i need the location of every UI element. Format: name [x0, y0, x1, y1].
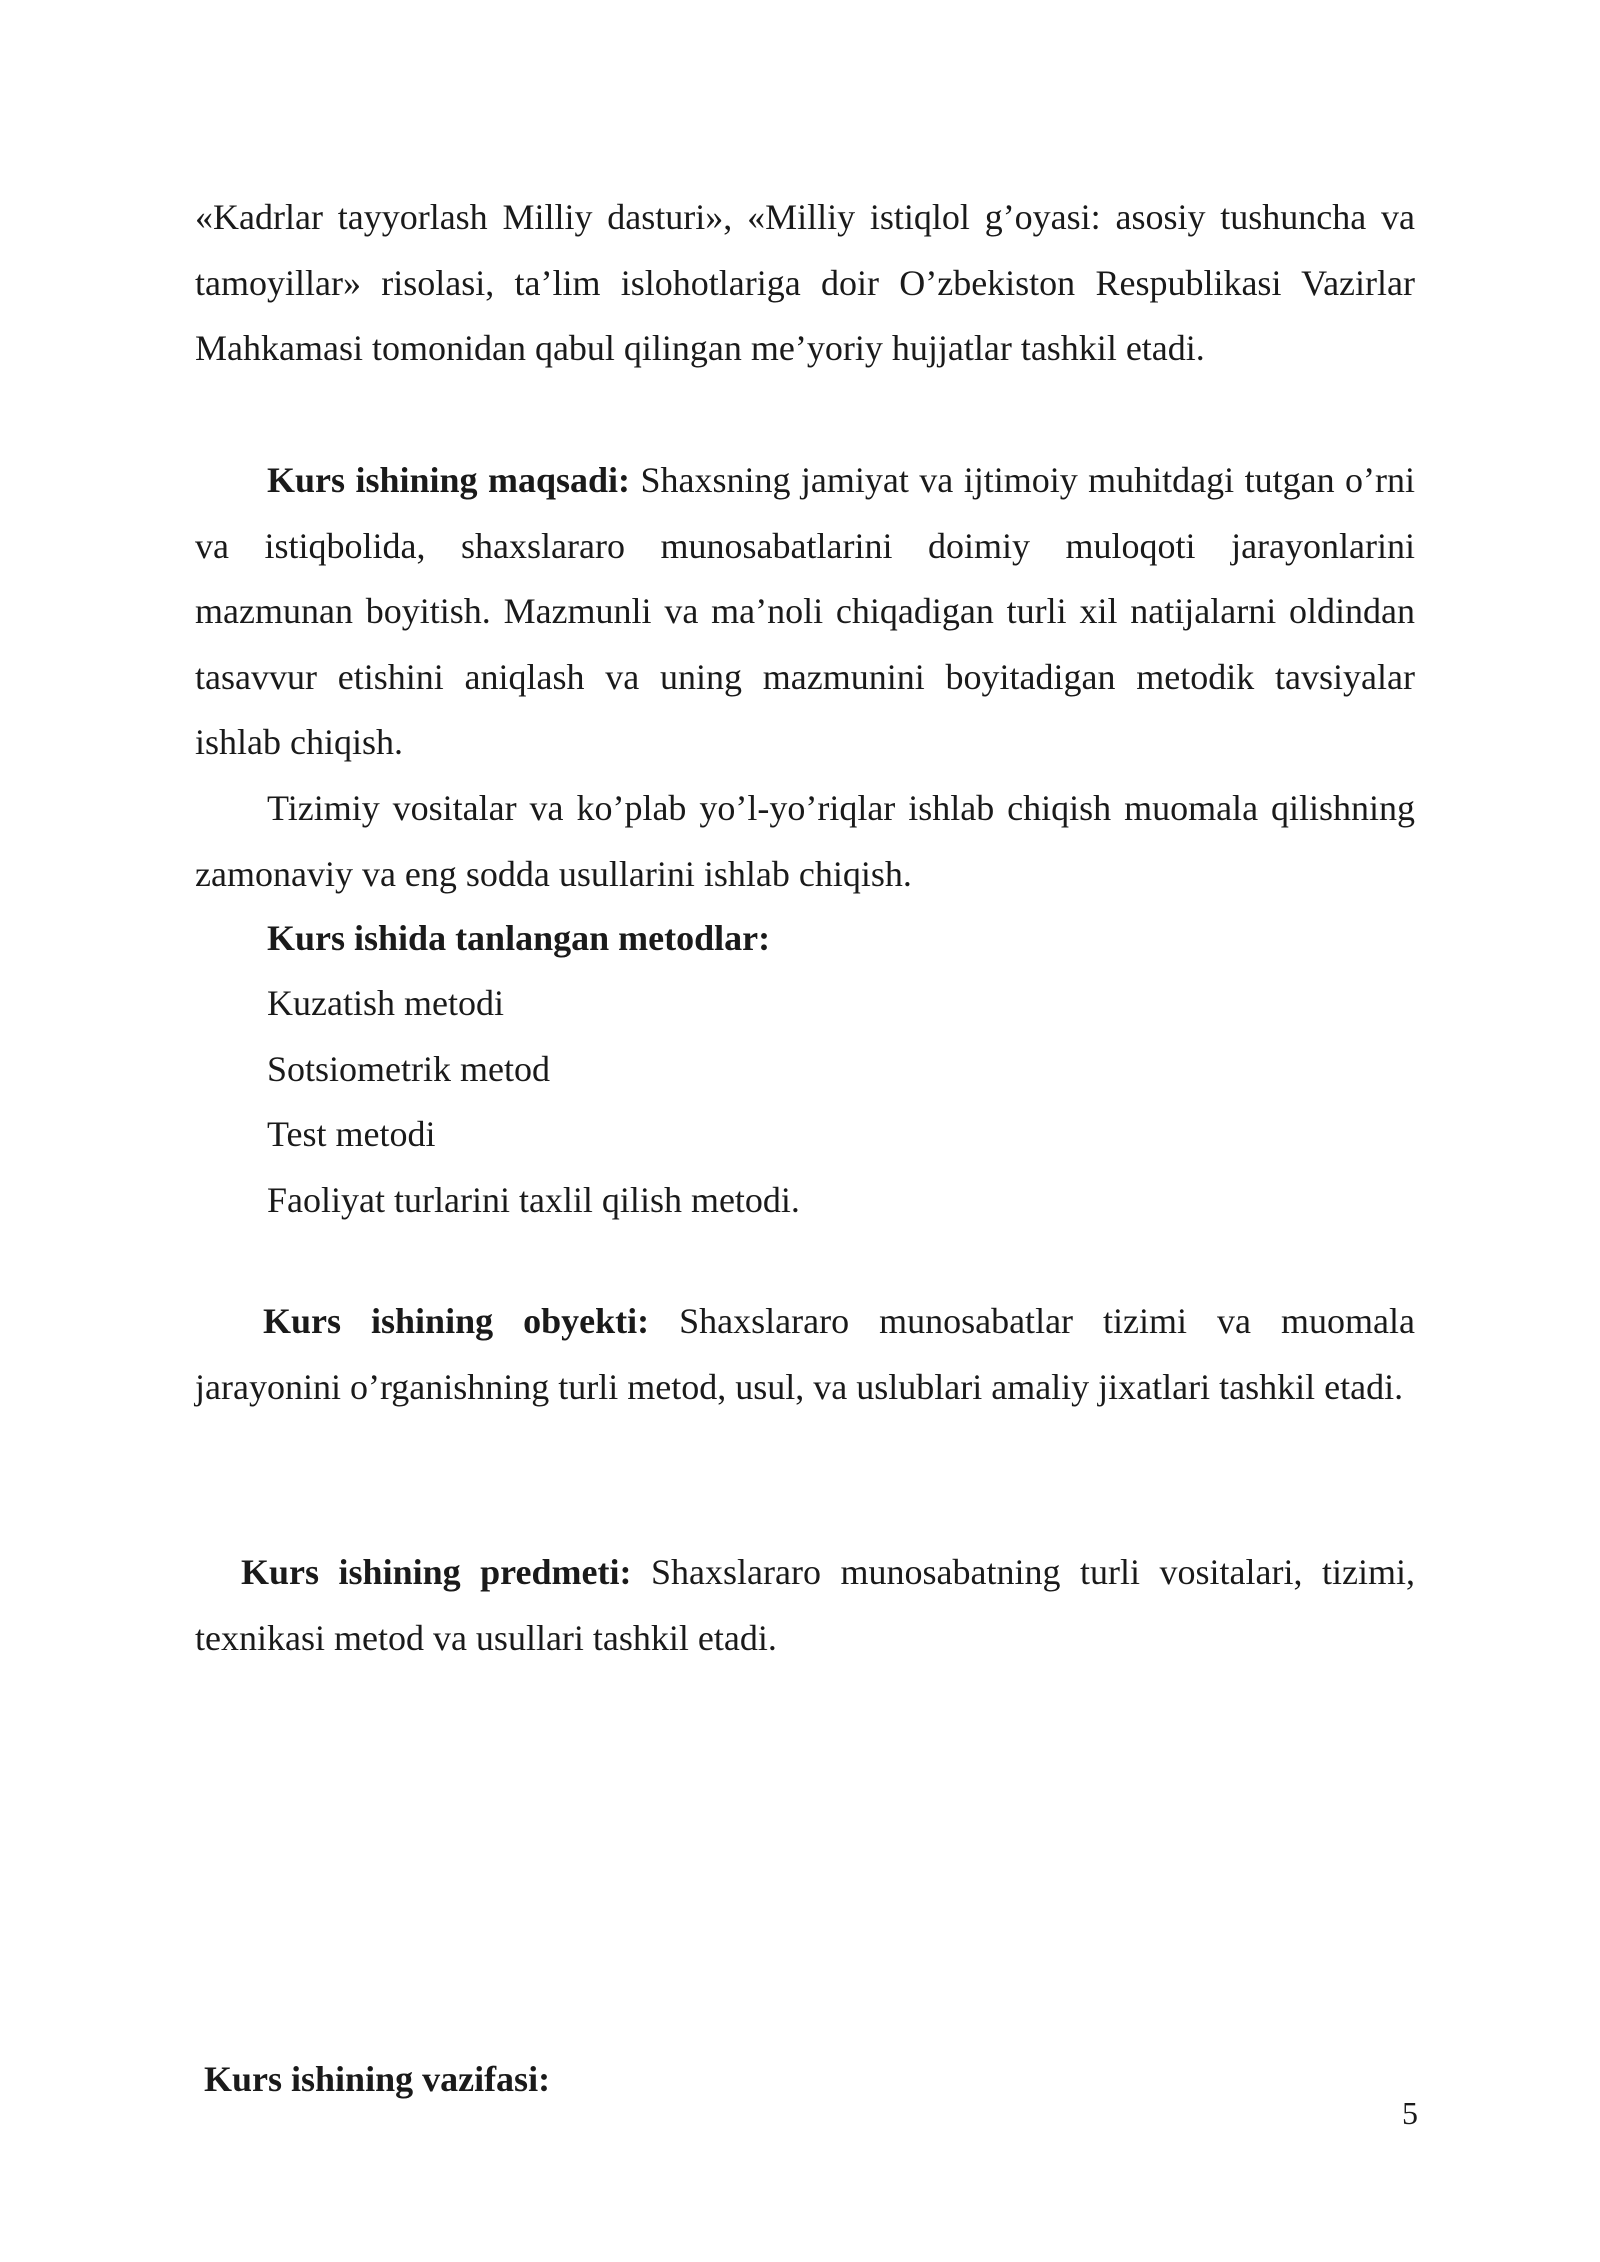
tasks-heading: Kurs ishining vazifasi: [204, 2059, 551, 2099]
method-item-observation: Kuzatish metodi [267, 983, 504, 1023]
object-paragraph [195, 1289, 1415, 1420]
purpose-label: Kurs ishining maqsadi: [267, 460, 631, 500]
method-item-sociometric: Sotsiometrik metod [267, 1049, 550, 1089]
tools-paragraph: Tizimiy vositalar va ko’plab yo’l-yo’riqlar ishlab chiqish muomala qilishning zamonaviy va eng sodda usullarini ishlab chiqish. [195, 788, 1415, 894]
subject-text: Shaxslararo munosabatning turli vositalari, tizimi, texnikasi metod va usullari tashkil etadi. [195, 1552, 1415, 1658]
object-label: Kurs ishining obyekti: [263, 1301, 650, 1341]
methods-heading: Kurs ishida tanlangan metodlar: [267, 918, 771, 958]
page-number: 5 [1402, 2095, 1418, 2131]
method-item-test: Test metodi [267, 1114, 436, 1154]
object-text: Shaxslararo munosabatlar tizimi va muomala jarayonini o’rganishning turli metod, usul, va uslublari amaliy jixatlari tashkil etadi. [195, 1301, 1415, 1407]
purpose-text: Shaxsning jamiyat va ijtimoiy muhitdagi tutgan o’rni va istiqbolida, shaxslararo munosabatlarini doimiy muloqoti jarayonlarini mazmunan boyitish. Mazmunli va ma’noli chiqadigan turli xil natijalarni oldindan tasavvur etishini aniqlash va uning mazmunini boyitadigan metodik tavsiyalar ishlab chiqish. [195, 460, 1416, 762]
intro-paragraph: «Kadrlar tayyorlash Milliy dasturi», «Milliy istiqlol g’oyasi: asosiy tushuncha va tamoyillar» risolasi, ta’lim islohotlariga doir O’zbekiston Respublikasi Vazirlar Mahkamasi tomonidan qabul qilingan me’yoriy hujjatlar tashkil etadi. [195, 197, 1415, 368]
subject-label: Kurs ishining predmeti: [241, 1552, 632, 1592]
method-item-activity-analysis: Faoliyat turlarini taxlil qilish metodi. [267, 1180, 800, 1220]
subject-paragraph [195, 1540, 1415, 1671]
purpose-paragraph [195, 448, 1415, 776]
